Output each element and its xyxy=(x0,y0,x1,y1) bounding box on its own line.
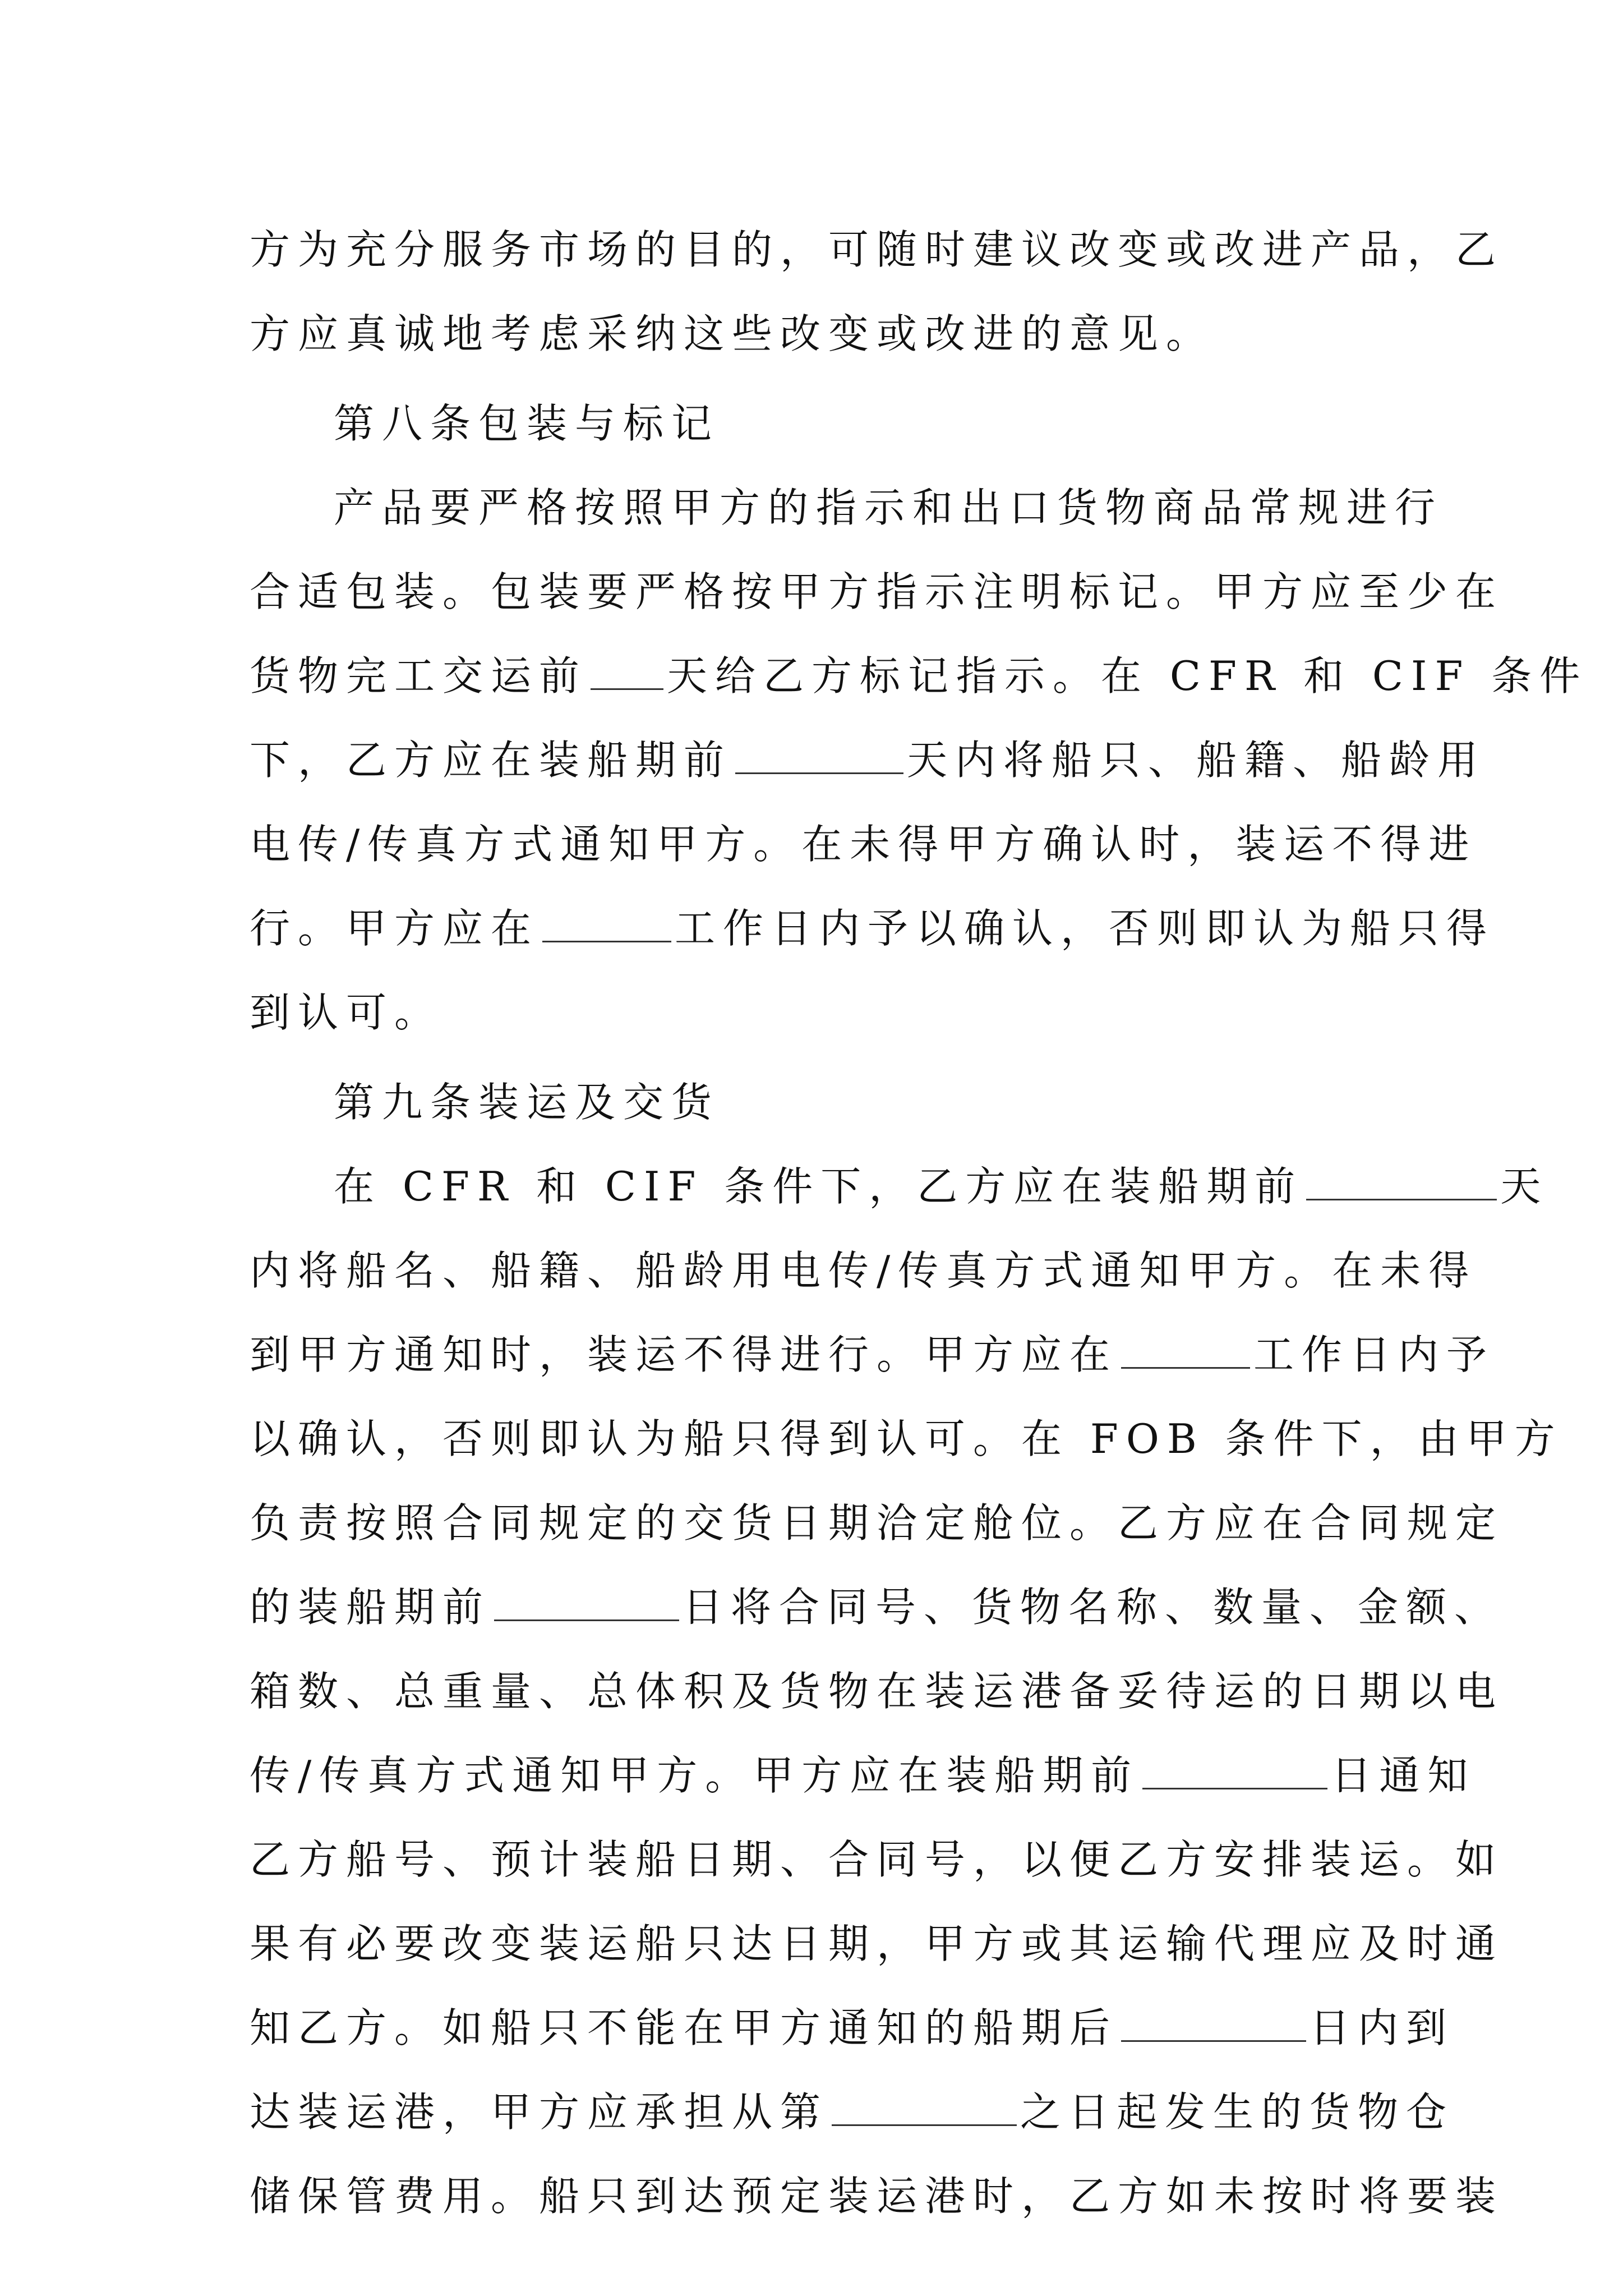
paragraph-line: 合适包装。包装要严格按甲方指示注明标记。甲方应至少在 xyxy=(250,568,1504,615)
paragraph-line: 方应真诚地考虑采纳这些改变或改进的意见。 xyxy=(250,310,1215,357)
line-segment: 在 CFR 和 CIF 条件下，乙方应在装船期前 xyxy=(334,1163,1303,1210)
paragraph-line: 负责按照合同规定的交货日期洽定舱位。乙方应在合同规定 xyxy=(250,1499,1504,1547)
paragraph-line xyxy=(334,1144,1549,1228)
line-segment: 日通知 xyxy=(1331,1752,1476,1799)
line-segment: 天给乙方标记指示。在 CFR 和 CIF 条件 xyxy=(667,652,1588,700)
line-segment: 天 xyxy=(1500,1163,1549,1210)
line-segment: 之日起发生的货物仓 xyxy=(1020,2088,1455,2136)
paragraph-line: 乙方船号、预计装船日期、合同号，以便乙方安排装运。如 xyxy=(250,1836,1504,1883)
line-segment: 下，乙方应在装船期前 xyxy=(250,737,732,784)
paragraph-line: 内将船名、船籍、船龄用电传/传真方式通知甲方。在未得 xyxy=(250,1247,1477,1294)
blank-field xyxy=(494,1584,679,1621)
paragraph-line: 储保管费用。船只到达预定装运港时，乙方如未按时将要装 xyxy=(250,2173,1504,2220)
line-segment: 工作日内予 xyxy=(1253,1331,1495,1378)
paragraph-line xyxy=(250,634,1588,718)
blank-field xyxy=(832,2088,1017,2126)
paragraph-line xyxy=(250,718,1486,802)
line-segment: 达装运港，甲方应承担从第 xyxy=(250,2088,829,2136)
blank-field xyxy=(1306,1163,1497,1200)
blank-field xyxy=(1142,1752,1327,1789)
line-segment: 传/传真方式通知甲方。甲方应在装船期前 xyxy=(250,1752,1140,1799)
line-segment: 货物完工交运前 xyxy=(250,652,588,700)
paragraph-line xyxy=(250,1986,1455,2070)
blank-field xyxy=(542,905,671,942)
line-segment: 知乙方。如船只不能在甲方通知的船期后 xyxy=(250,2004,1118,2051)
line-segment: 工作日内予以确认，否则即认为船只得 xyxy=(675,905,1495,952)
section-9-heading: 第九条装运及交货 xyxy=(334,1079,720,1126)
line-segment: 天内将船只、船籍、船龄用 xyxy=(907,737,1486,784)
paragraph-line: 产品要严格按照甲方的指示和出口货物商品常规进行 xyxy=(334,484,1444,531)
paragraph-line: 到认可。 xyxy=(250,989,443,1036)
line-segment: 日将合同号、货物名称、数量、金额、 xyxy=(683,1584,1503,1631)
paragraph-line xyxy=(250,886,1495,970)
line-segment: 日内到 xyxy=(1310,2004,1455,2051)
paragraph-line: 以确认，否则即认为船只得到认可。在 FOB 条件下，由甲方 xyxy=(250,1415,1563,1462)
blank-field xyxy=(735,737,903,774)
line-segment: 的装船期前 xyxy=(250,1584,491,1631)
section-8-heading: 第八条包装与标记 xyxy=(334,400,720,447)
line-segment: 行。甲方应在 xyxy=(250,905,540,952)
paragraph-line xyxy=(250,1565,1503,1649)
paragraph-line xyxy=(250,2070,1455,2154)
blank-field xyxy=(1121,2004,1306,2042)
blank-field xyxy=(591,652,663,690)
paragraph-line: 方为充分服务市场的目的，可随时建议改变或改进产品，乙 xyxy=(250,226,1504,273)
line-segment: 到甲方通知时，装运不得进行。甲方应在 xyxy=(250,1331,1118,1378)
paragraph-line xyxy=(250,1733,1476,1818)
paragraph-line: 果有必要改变装运船只达日期，甲方或其运输代理应及时通 xyxy=(250,1920,1504,1967)
paragraph-line xyxy=(250,1313,1495,1397)
paragraph-line: 箱数、总重量、总体积及货物在装运港备妥待运的日期以电 xyxy=(250,1668,1504,1715)
blank-field xyxy=(1121,1331,1250,1369)
paragraph-line: 电传/传真方式通知甲方。在未得甲方确认时，装运不得进 xyxy=(250,821,1477,868)
